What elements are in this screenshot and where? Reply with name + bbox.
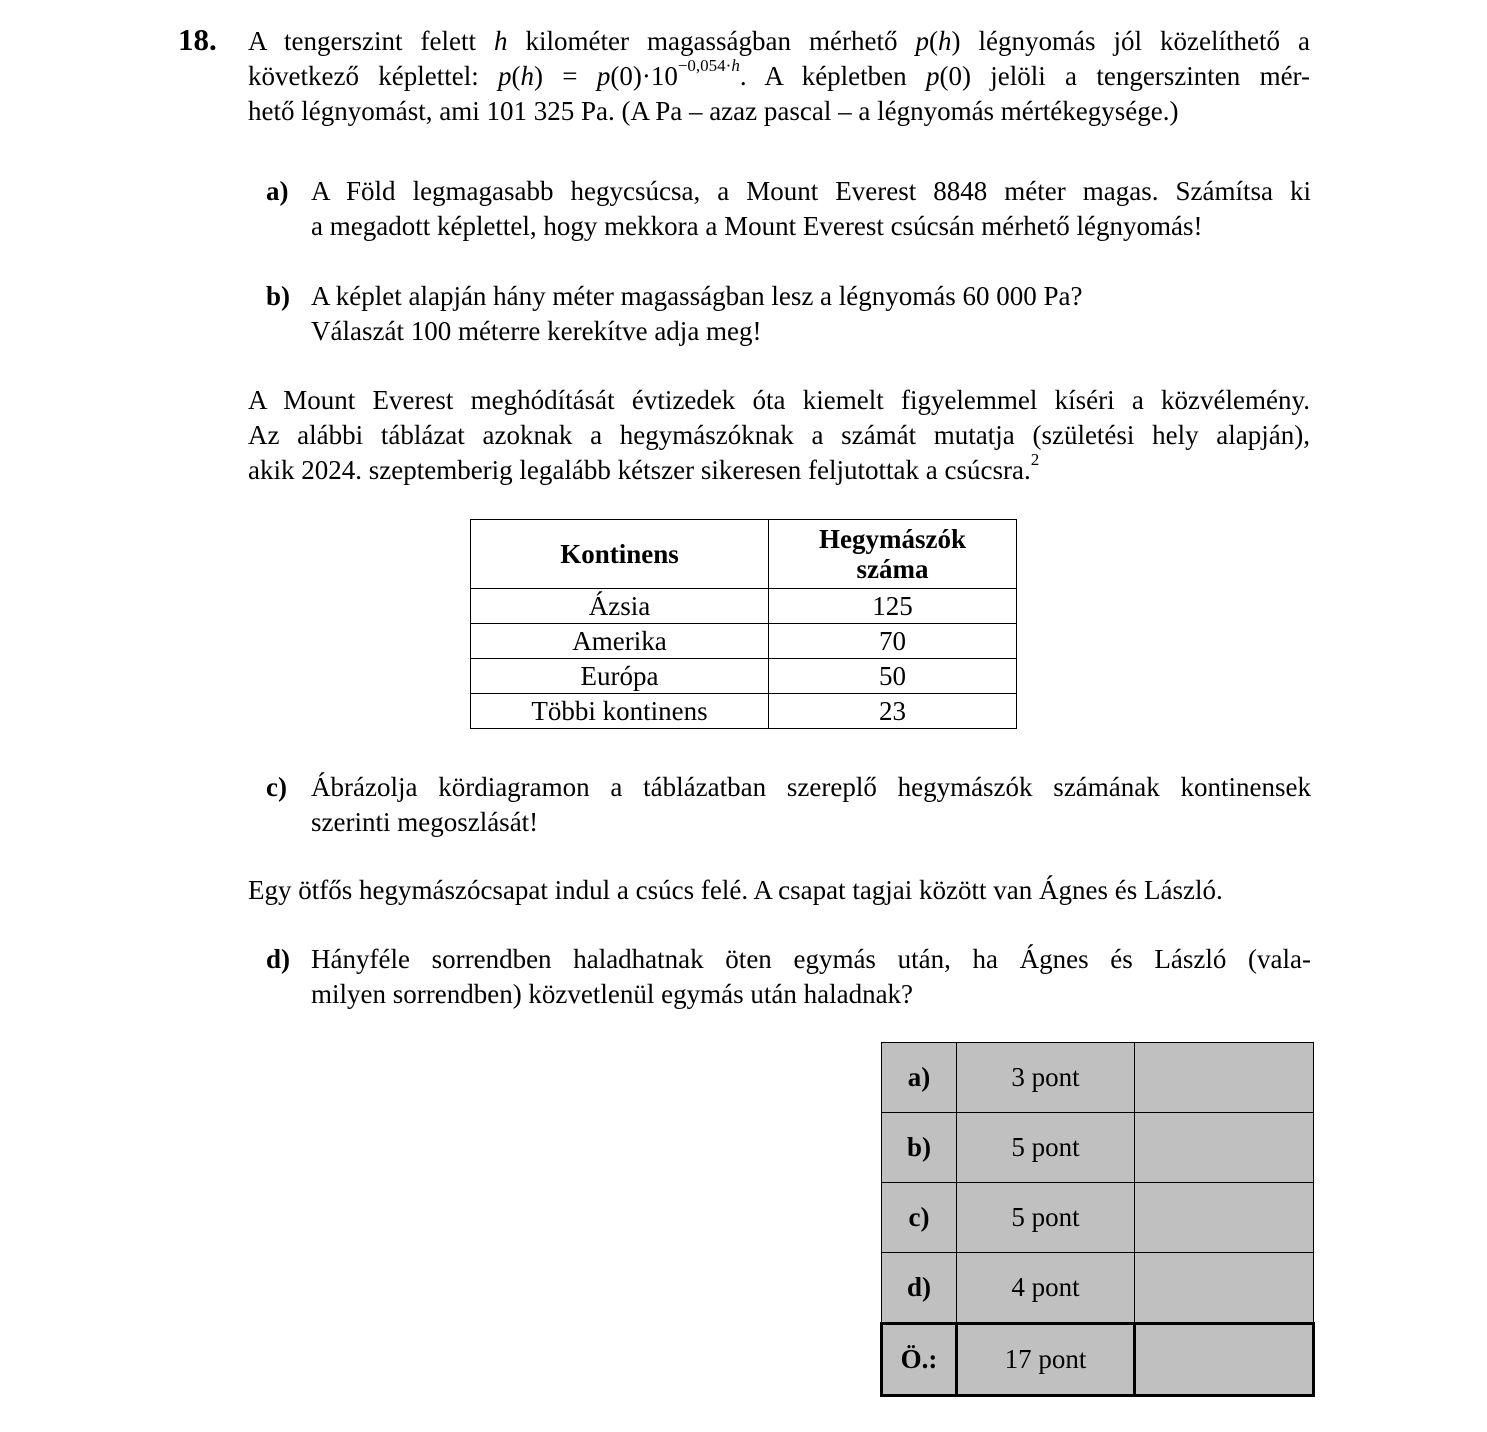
table-row: Európa 50 [471, 659, 1017, 694]
score-cell[interactable] [1135, 1113, 1314, 1183]
intro-paragraph: A tengerszint felett h kilométer magasságban mérhető p(h) légnyomás jól közelíthető a következő képlettel: $p(h) = p(0)\cdot 10^{-0,054\cdot h}$. A képletben p(0) jelöli a tengerszinten mér- hető légnyomást, ami 101 325 Pa. (A Pa – azaz pascal – a légnyomás mértékegysége.) [248, 26, 1310, 126]
points-row: b) 5 pont [882, 1113, 1314, 1183]
question-d-label: d) [266, 944, 291, 974]
table-row: Amerika 70 [471, 624, 1017, 659]
table-row: Ázsia 125 [471, 589, 1017, 624]
score-cell[interactable] [1135, 1253, 1314, 1324]
points-row: c) 5 pont [882, 1183, 1314, 1253]
score-cell[interactable] [1135, 1043, 1314, 1113]
problem-number: 18. [178, 22, 217, 57]
question-c-label: c) [266, 772, 287, 802]
points-row: d) 4 pont [882, 1253, 1314, 1324]
header-continent: Kontinens [471, 520, 769, 589]
table-row: Többi kontinens 23 [471, 694, 1017, 729]
header-climber-count: Hegymászók száma [769, 520, 1017, 589]
points-row: a) 3 pont [882, 1043, 1314, 1113]
context-paragraph: A Mount Everest meghódítását évtizedek óta kiemelt figyelemmel kíséri a közvélemény. Az alábbi táblázat azoknak a hegymászóknak a számát mutatja (születési hely alapján), akik 2024. szeptemberig legalább kétszer sikeresen feljutottak a csúcsra.$^2$ [248, 385, 1310, 485]
question-a-label: a) [266, 176, 289, 206]
total-score-cell[interactable] [1135, 1324, 1314, 1396]
question-b-label: b) [266, 281, 291, 311]
score-cell[interactable] [1135, 1183, 1314, 1253]
footnote-marker: 2 [1030, 450, 1040, 469]
pressure-formula: $p(h) = p(0)\cdot 10^{-0,054\cdot h}$ [498, 56, 740, 91]
team-paragraph: Egy ötfős hegymászócsapat indul a csúcs felé. A csapat tagjai között van Ágnes és László. [248, 875, 1223, 905]
climbers-table [470, 519, 1017, 729]
points-table [880, 1042, 1315, 1397]
points-total-row: Ö.: 17 pont [882, 1324, 1314, 1396]
